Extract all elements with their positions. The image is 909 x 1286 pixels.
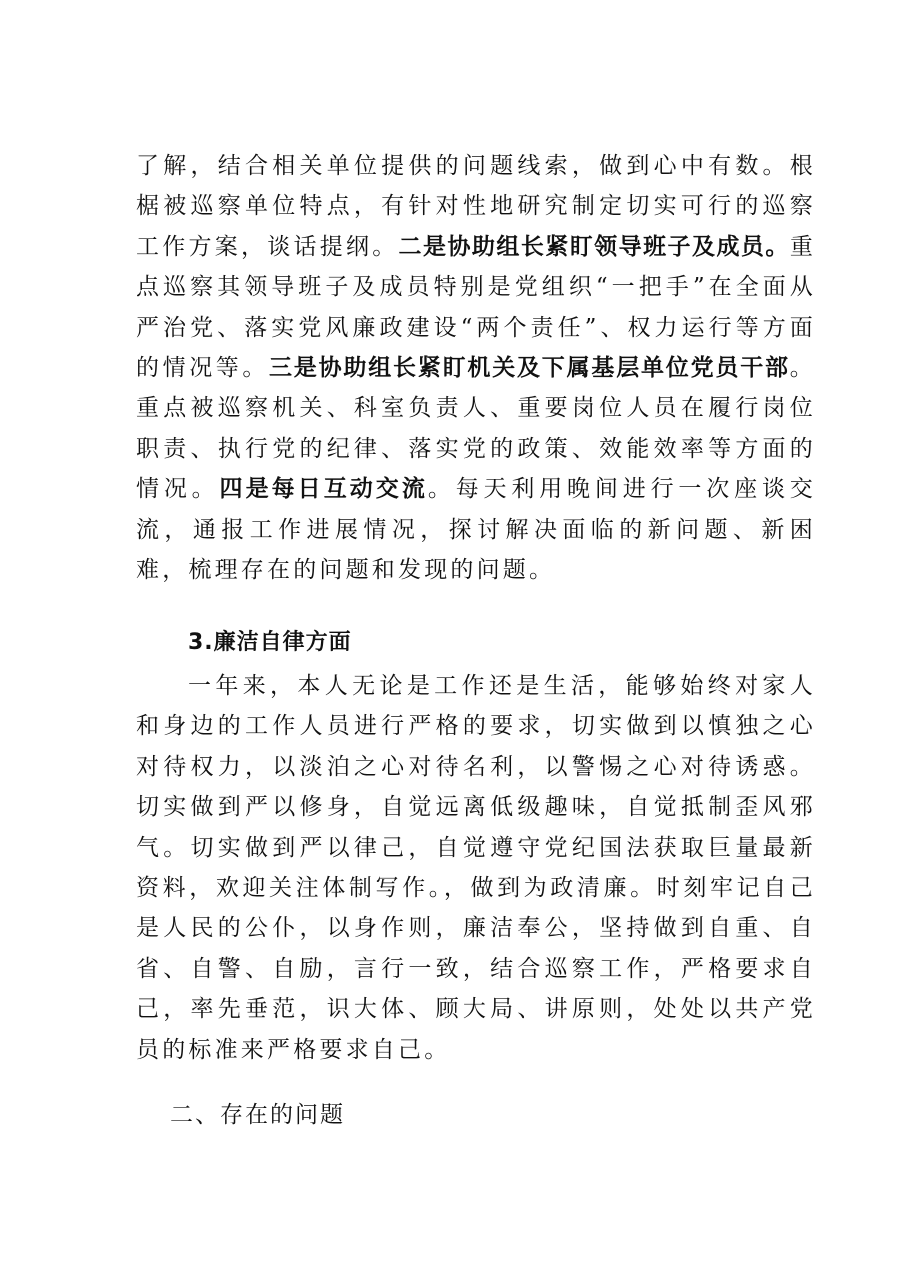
paragraph-text-run: 了解，结合相关单位提供的问题线索，做到心中有数。根椐被巡察单位特点，有针对性地研究制定切实可行的巡察工作方案，谈话提纲。: [136, 153, 816, 260]
paragraph-text-run: 重点巡察其领导班子及成员特别是党组织“一把手”在全面从严治党、落实党风廉政建设“两个责任”、权力运行等方面的情况等。: [136, 233, 817, 382]
paragraph-integrity: 一年来，本人无论是工作还是生活，能够始终对家人和身边的工作人员进行严格的要求，切实做到以慎独之心对待权力，以淡泊之心对待名利，以警惕之心对待诱惑。切实做到严以修身，自觉远离低级趣味，自觉抵制歪风邪气。切实做到严以律己，自觉遵守党纪国法获取巨量最新资料，欢迎关注体制写作。，做到为政清廉。时刻牢记自己是人民的公仆，以身作则，廉洁奉公，坚持做到自重、自省、自警、自励，言行一致，结合巡察工作，严格要求自己，率先垂范，识大体、顾大局、讲原则，处处以共产党员的标准来严格要求自己。: [136, 673, 816, 1063]
bold-point-three: 三是协助组长紧盯机关及下属基层单位党员干部: [269, 355, 790, 382]
paragraph-text-run: 。每天利用晚间进行一次座谈交流，通报工作进展情况，探讨解决面临的新问题、新困难，梳理存在的问题和发现的问题。: [136, 476, 816, 584]
bold-point-two: 二是协助组长紧盯领导班子及成员。: [398, 233, 790, 260]
section-heading-existing-problems: 二、存在的问题: [170, 1102, 345, 1128]
paragraph-text-run: 。重点被巡察机关、科室负责人、重要岗位人员在履行岗位职责、执行党的纪律、落实党的政策、效能效率等方面的情况。: [136, 355, 816, 503]
section-heading-integrity: 3.廉洁自律方面: [188, 630, 352, 655]
paragraph-inspection-work: [136, 146, 816, 590]
bold-point-four: 四是每日互动交流: [219, 476, 428, 503]
